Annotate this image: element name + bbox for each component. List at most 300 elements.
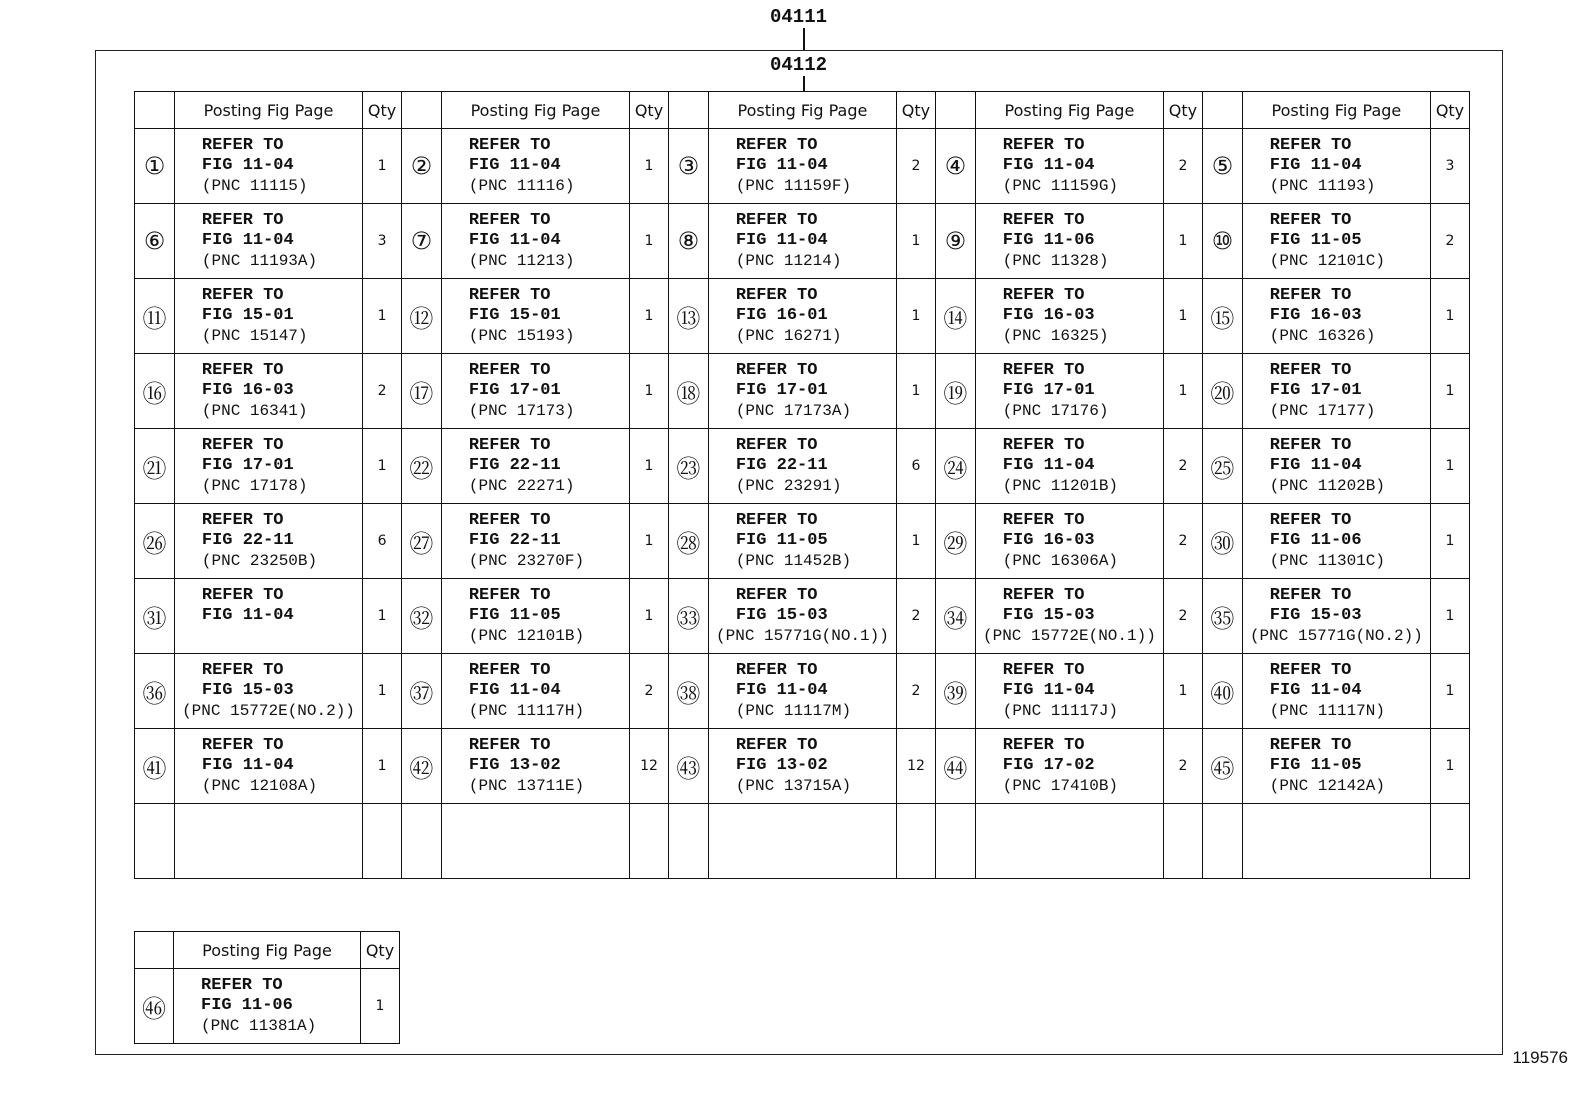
callout-number bbox=[668, 429, 708, 504]
qty-value: 1 bbox=[1430, 429, 1469, 504]
fig-label: FIG 17-01 bbox=[201, 456, 294, 475]
empty-cell bbox=[1242, 804, 1430, 879]
pnc-label: (PNC 11381A) bbox=[201, 1017, 317, 1035]
fig-label: FIG 11-06 bbox=[1269, 531, 1362, 550]
empty-cell bbox=[401, 804, 441, 879]
reference-cell bbox=[174, 279, 362, 354]
index-header bbox=[135, 932, 174, 969]
pnc-label: (PNC 12108A) bbox=[201, 777, 318, 795]
reference-text bbox=[1243, 661, 1430, 721]
callout-number bbox=[401, 354, 441, 429]
empty-row bbox=[135, 804, 1470, 879]
reference-text bbox=[442, 661, 629, 721]
callout-number bbox=[935, 129, 975, 204]
callout-label: ㊴ bbox=[943, 679, 968, 708]
posting-header: Posting Fig Page bbox=[441, 92, 629, 129]
posting-header: Posting Fig Page bbox=[1242, 92, 1430, 129]
qty-value: 12 bbox=[630, 729, 669, 804]
refer-label: REFER TO bbox=[1269, 211, 1352, 230]
reference-text bbox=[175, 136, 362, 196]
pnc-label: (PNC 16271) bbox=[735, 327, 842, 345]
pnc-label: (PNC 17173) bbox=[468, 402, 575, 420]
callout-label: ⑲ bbox=[943, 379, 968, 408]
posting-header: Posting Fig Page bbox=[174, 92, 362, 129]
refer-label: REFER TO bbox=[468, 211, 551, 230]
reference-cell bbox=[708, 579, 896, 654]
posting-header: Posting Fig Page bbox=[975, 92, 1163, 129]
reference-text bbox=[1243, 736, 1430, 796]
reference-text bbox=[976, 361, 1163, 421]
callout-number bbox=[135, 129, 175, 204]
pnc-label: (PNC 11452B) bbox=[735, 552, 852, 570]
reference-cell bbox=[975, 429, 1163, 504]
refer-label: REFER TO bbox=[735, 511, 818, 530]
qty-value: 1 bbox=[363, 279, 402, 354]
callout-label: ㉓ bbox=[676, 454, 701, 483]
refer-label: REFER TO bbox=[201, 976, 283, 995]
pnc-label: (PNC 17176) bbox=[1002, 402, 1109, 420]
reference-text bbox=[709, 211, 896, 271]
qty-value: 1 bbox=[630, 504, 669, 579]
posting-header: Posting Fig Page bbox=[174, 932, 361, 969]
qty-value: 3 bbox=[1430, 129, 1469, 204]
reference-text bbox=[442, 286, 629, 346]
pnc-label: (PNC 12101C) bbox=[1269, 252, 1385, 270]
refer-label: REFER TO bbox=[1002, 436, 1085, 455]
pnc-label: (PNC 23291) bbox=[735, 477, 842, 495]
fig-label: FIG 11-04 bbox=[735, 231, 828, 250]
qty-value: 1 bbox=[363, 654, 402, 729]
reference-text bbox=[976, 736, 1163, 796]
qty-value: 2 bbox=[363, 354, 402, 429]
index-header bbox=[401, 92, 441, 129]
callout-label: ㊱ bbox=[142, 679, 167, 708]
fig-label: FIG 22-11 bbox=[735, 456, 828, 475]
empty-cell bbox=[135, 804, 175, 879]
callout-label: ② bbox=[410, 152, 433, 180]
table-row bbox=[135, 729, 1470, 804]
reference-cell bbox=[174, 429, 362, 504]
callout-label: ㊸ bbox=[676, 754, 701, 783]
index-header bbox=[135, 92, 175, 129]
callout-number bbox=[668, 279, 708, 354]
refer-label: REFER TO bbox=[1002, 136, 1085, 155]
callout-label: ㊻ bbox=[142, 994, 166, 1023]
reference-text bbox=[976, 586, 1163, 646]
qty-value: 1 bbox=[897, 204, 936, 279]
callout-number bbox=[1202, 204, 1242, 279]
qty-value: 1 bbox=[1430, 579, 1469, 654]
table-row bbox=[135, 654, 1470, 729]
refer-label: REFER TO bbox=[1269, 436, 1352, 455]
reference-cell bbox=[1242, 279, 1430, 354]
reference-text bbox=[174, 976, 360, 1036]
callout-number bbox=[401, 129, 441, 204]
qty-value: 1 bbox=[630, 279, 669, 354]
refer-label: REFER TO bbox=[201, 736, 284, 755]
callout-label: ㊶ bbox=[142, 754, 167, 783]
callout-number bbox=[668, 579, 708, 654]
pnc-label: (PNC 17178) bbox=[201, 477, 308, 495]
qty-value: 2 bbox=[1164, 729, 1203, 804]
refer-label: REFER TO bbox=[201, 211, 284, 230]
callout-number bbox=[935, 654, 975, 729]
refer-label: REFER TO bbox=[735, 136, 818, 155]
reference-cell bbox=[174, 729, 362, 804]
qty-value: 1 bbox=[630, 354, 669, 429]
reference-cell bbox=[441, 654, 629, 729]
callout-label: ⑫ bbox=[409, 304, 434, 333]
refer-label: REFER TO bbox=[468, 736, 551, 755]
pnc-label: (PNC 13711E) bbox=[468, 777, 585, 795]
qty-value: 1 bbox=[630, 579, 669, 654]
refer-label: REFER TO bbox=[201, 136, 284, 155]
index-header bbox=[1202, 92, 1242, 129]
callout-label: ⑪ bbox=[142, 304, 167, 333]
callout-label: ㉑ bbox=[142, 454, 167, 483]
pnc-label: (PNC 15147) bbox=[201, 327, 308, 345]
qty-value: 1 bbox=[897, 504, 936, 579]
reference-cell bbox=[708, 429, 896, 504]
empty-cell bbox=[897, 804, 936, 879]
top-part-code: 04111 bbox=[770, 6, 828, 28]
callout-number bbox=[135, 654, 175, 729]
qty-value: 2 bbox=[630, 654, 669, 729]
pnc-label: (PNC 11159G) bbox=[1002, 177, 1119, 195]
table-row bbox=[135, 279, 1470, 354]
reference-text bbox=[175, 661, 362, 721]
fig-label: FIG 11-04 bbox=[201, 231, 294, 250]
callout-label: ㉙ bbox=[943, 529, 968, 558]
callout-number bbox=[935, 204, 975, 279]
fig-label: FIG 22-11 bbox=[201, 531, 294, 550]
reference-text bbox=[442, 211, 629, 271]
reference-cell bbox=[174, 654, 362, 729]
callout-number bbox=[935, 279, 975, 354]
callout-label: ⑬ bbox=[676, 304, 701, 333]
callout-number bbox=[1202, 354, 1242, 429]
pnc-label: (PNC 11214) bbox=[735, 252, 842, 270]
table-row bbox=[135, 204, 1470, 279]
fig-label: FIG 15-03 bbox=[1002, 606, 1095, 625]
fig-label: FIG 11-05 bbox=[1269, 756, 1362, 775]
reference-text bbox=[175, 211, 362, 271]
callout-number bbox=[401, 654, 441, 729]
callout-number bbox=[135, 969, 174, 1044]
fig-label: FIG 11-04 bbox=[735, 156, 828, 175]
fig-label: FIG 16-03 bbox=[1002, 306, 1095, 325]
callout-number bbox=[135, 279, 175, 354]
callout-number bbox=[135, 429, 175, 504]
reference-cell bbox=[174, 579, 362, 654]
callout-label: ③ bbox=[677, 152, 700, 180]
callout-number bbox=[935, 729, 975, 804]
reference-cell bbox=[1242, 429, 1430, 504]
refer-label: REFER TO bbox=[1269, 136, 1352, 155]
pnc-label: (PNC 17177) bbox=[1269, 402, 1376, 420]
pnc-label: (PNC 11115) bbox=[201, 177, 308, 195]
pnc-label: (PNC 11193) bbox=[1269, 177, 1376, 195]
callout-number bbox=[935, 504, 975, 579]
callout-label: ⑨ bbox=[944, 227, 967, 255]
empty-cell bbox=[1430, 804, 1469, 879]
callout-number bbox=[401, 729, 441, 804]
qty-value: 1 bbox=[1164, 204, 1203, 279]
fig-label: FIG 16-03 bbox=[1002, 531, 1095, 550]
refer-label: REFER TO bbox=[735, 661, 818, 680]
pnc-label: (PNC 15193) bbox=[468, 327, 575, 345]
fig-label: FIG 11-05 bbox=[1269, 231, 1362, 250]
qty-header: Qty bbox=[1430, 92, 1469, 129]
empty-cell bbox=[975, 804, 1163, 879]
reference-cell bbox=[1242, 204, 1430, 279]
callout-label: ⑥ bbox=[143, 227, 166, 255]
inner-part-code: 04112 bbox=[770, 54, 828, 76]
qty-value: 1 bbox=[1164, 354, 1203, 429]
callout-label: ㊵ bbox=[1210, 679, 1235, 708]
refer-label: REFER TO bbox=[1002, 736, 1085, 755]
reference-text bbox=[709, 436, 896, 496]
qty-value: 1 bbox=[630, 429, 669, 504]
pnc-label: (PNC 11202B) bbox=[1269, 477, 1385, 495]
reference-cell bbox=[975, 654, 1163, 729]
callout-label: ⑳ bbox=[1210, 379, 1235, 408]
reference-cell bbox=[975, 354, 1163, 429]
pnc-label: (PNC 11201B) bbox=[1002, 477, 1119, 495]
callout-number bbox=[1202, 279, 1242, 354]
callout-label: ⑯ bbox=[142, 379, 167, 408]
qty-value: 1 bbox=[1164, 279, 1203, 354]
qty-value: 1 bbox=[897, 354, 936, 429]
pnc-label: (PNC 11117H) bbox=[468, 702, 585, 720]
reference-cell bbox=[1242, 354, 1430, 429]
refer-label: REFER TO bbox=[468, 586, 551, 605]
reference-text bbox=[976, 661, 1163, 721]
reference-text bbox=[709, 136, 896, 196]
callout-number bbox=[1202, 729, 1242, 804]
reference-text bbox=[442, 136, 629, 196]
reference-cell bbox=[975, 204, 1163, 279]
callout-label: ④ bbox=[944, 152, 967, 180]
callout-label: ⑮ bbox=[1210, 304, 1235, 333]
callout-number bbox=[935, 579, 975, 654]
qty-header: Qty bbox=[1164, 92, 1203, 129]
table-row bbox=[135, 129, 1470, 204]
pnc-label: (PNC 11159F) bbox=[735, 177, 852, 195]
reference-text bbox=[976, 286, 1163, 346]
fig-label: FIG 11-04 bbox=[468, 681, 561, 700]
reference-cell bbox=[975, 729, 1163, 804]
qty-value: 6 bbox=[897, 429, 936, 504]
empty-cell bbox=[1164, 804, 1203, 879]
qty-value: 1 bbox=[363, 579, 402, 654]
fig-label: FIG 16-03 bbox=[1269, 306, 1362, 325]
reference-text bbox=[175, 586, 362, 646]
fig-label: FIG 11-04 bbox=[735, 681, 828, 700]
pnc-label: (PNC 11301C) bbox=[1269, 552, 1385, 570]
pnc-label: (PNC 15771G(NO.2)) bbox=[1249, 627, 1423, 645]
callout-label: ㉖ bbox=[142, 529, 167, 558]
reference-text bbox=[709, 361, 896, 421]
qty-value: 2 bbox=[1430, 204, 1469, 279]
reference-text bbox=[709, 736, 896, 796]
fig-label: FIG 22-11 bbox=[468, 531, 561, 550]
reference-cell bbox=[708, 654, 896, 729]
qty-value: 3 bbox=[363, 204, 402, 279]
pnc-label: (PNC 16326) bbox=[1269, 327, 1376, 345]
leader-line-inner bbox=[803, 76, 805, 92]
callout-number bbox=[401, 504, 441, 579]
refer-label: REFER TO bbox=[468, 286, 551, 305]
refer-label: REFER TO bbox=[1002, 586, 1085, 605]
pnc-label: (PNC 15772E(NO.2)) bbox=[182, 702, 355, 720]
callout-number bbox=[1202, 429, 1242, 504]
reference-cell bbox=[441, 354, 629, 429]
qty-value: 1 bbox=[1164, 654, 1203, 729]
reference-cell bbox=[975, 504, 1163, 579]
fig-label: FIG 11-04 bbox=[201, 756, 294, 775]
callout-number bbox=[1202, 579, 1242, 654]
table-row bbox=[135, 429, 1470, 504]
reference-cell bbox=[708, 129, 896, 204]
figure-number: 119576 bbox=[1512, 1048, 1568, 1067]
callout-label: ㉟ bbox=[1210, 604, 1235, 633]
callout-label: ㉜ bbox=[409, 604, 434, 633]
refer-label: REFER TO bbox=[201, 661, 284, 680]
pnc-label: (PNC 23250B) bbox=[201, 552, 318, 570]
pnc-label: (PNC 12142A) bbox=[1269, 777, 1385, 795]
fig-label: FIG 11-06 bbox=[201, 996, 293, 1015]
qty-value: 2 bbox=[1164, 504, 1203, 579]
callout-label: ㉝ bbox=[676, 604, 701, 633]
callout-label: ㊲ bbox=[409, 679, 434, 708]
fig-label: FIG 15-01 bbox=[468, 306, 561, 325]
qty-value: 2 bbox=[1164, 129, 1203, 204]
callout-number bbox=[668, 204, 708, 279]
fig-label: FIG 13-02 bbox=[735, 756, 828, 775]
qty-value: 2 bbox=[897, 579, 936, 654]
reference-text bbox=[709, 511, 896, 571]
reference-text bbox=[976, 211, 1163, 271]
refer-label: REFER TO bbox=[735, 436, 818, 455]
index-header bbox=[935, 92, 975, 129]
callout-number bbox=[1202, 654, 1242, 729]
callout-label: ㊷ bbox=[409, 754, 434, 783]
pnc-label: (PNC 11328) bbox=[1002, 252, 1109, 270]
refer-label: REFER TO bbox=[1002, 511, 1085, 530]
callout-number bbox=[935, 429, 975, 504]
pnc-label bbox=[202, 626, 362, 646]
pnc-label: (PNC 11117N) bbox=[1269, 702, 1385, 720]
refer-label: REFER TO bbox=[1269, 511, 1352, 530]
reference-text bbox=[1243, 436, 1430, 496]
callout-label: ⑱ bbox=[676, 379, 701, 408]
reference-cell bbox=[975, 129, 1163, 204]
qty-value: 2 bbox=[897, 654, 936, 729]
reference-text bbox=[1243, 361, 1430, 421]
qty-value: 1 bbox=[1430, 279, 1469, 354]
table-row bbox=[135, 969, 400, 1044]
reference-cell bbox=[708, 354, 896, 429]
pnc-label: (PNC 16341) bbox=[201, 402, 308, 420]
callout-label: ⑰ bbox=[409, 379, 434, 408]
fig-label: FIG 17-01 bbox=[1002, 381, 1095, 400]
callout-number bbox=[135, 504, 175, 579]
callout-number bbox=[1202, 129, 1242, 204]
reference-cell bbox=[975, 579, 1163, 654]
refer-label: REFER TO bbox=[735, 736, 818, 755]
fig-label: FIG 11-05 bbox=[735, 531, 828, 550]
pnc-label: (PNC 11116) bbox=[468, 177, 575, 195]
reference-text bbox=[175, 436, 362, 496]
qty-value: 1 bbox=[1430, 729, 1469, 804]
reference-text bbox=[976, 136, 1163, 196]
refer-label: REFER TO bbox=[735, 211, 818, 230]
pnc-label: (PNC 11193A) bbox=[201, 252, 318, 270]
reference-cell bbox=[708, 729, 896, 804]
reference-text bbox=[976, 436, 1163, 496]
reference-cell bbox=[708, 204, 896, 279]
qty-value: 2 bbox=[1164, 429, 1203, 504]
refer-label: REFER TO bbox=[1269, 736, 1352, 755]
qty-value: 1 bbox=[363, 129, 402, 204]
reference-text bbox=[175, 511, 362, 571]
reference-text bbox=[709, 661, 896, 721]
reference-cell bbox=[174, 129, 362, 204]
fig-label: FIG 11-04 bbox=[1002, 681, 1095, 700]
qty-value: 1 bbox=[897, 279, 936, 354]
reference-cell bbox=[441, 129, 629, 204]
fig-label: FIG 15-03 bbox=[735, 606, 828, 625]
pnc-label: (PNC 17410B) bbox=[1002, 777, 1119, 795]
reference-cell bbox=[708, 504, 896, 579]
pnc-label: (PNC 11117J) bbox=[1002, 702, 1119, 720]
reference-cell bbox=[441, 504, 629, 579]
posting-header: Posting Fig Page bbox=[708, 92, 896, 129]
reference-text bbox=[1243, 211, 1430, 271]
callout-label: ㉚ bbox=[1210, 529, 1235, 558]
callout-number bbox=[668, 654, 708, 729]
pnc-label: (PNC 15772E(NO.1)) bbox=[982, 627, 1156, 645]
empty-cell bbox=[363, 804, 402, 879]
refer-label: REFER TO bbox=[1269, 361, 1352, 380]
refer-label: REFER TO bbox=[201, 361, 284, 380]
callout-label: ⑭ bbox=[943, 304, 968, 333]
reference-cell bbox=[1242, 129, 1430, 204]
index-header bbox=[668, 92, 708, 129]
table-row bbox=[135, 354, 1470, 429]
callout-label: ㉛ bbox=[142, 604, 167, 633]
empty-cell bbox=[630, 804, 669, 879]
reference-cell bbox=[1242, 579, 1430, 654]
fig-label: FIG 16-01 bbox=[735, 306, 828, 325]
fig-label: FIG 11-05 bbox=[468, 606, 561, 625]
refer-label: REFER TO bbox=[735, 286, 818, 305]
callout-label: ⑩ bbox=[1211, 227, 1234, 255]
qty-value: 1 bbox=[363, 729, 402, 804]
callout-label: ① bbox=[143, 152, 166, 180]
reference-text bbox=[1243, 586, 1430, 646]
qty-value: 1 bbox=[361, 969, 400, 1044]
callout-label: ⑦ bbox=[410, 227, 433, 255]
fig-label: FIG 11-06 bbox=[1002, 231, 1095, 250]
callout-label: ㊺ bbox=[1210, 754, 1235, 783]
refer-label: REFER TO bbox=[1269, 586, 1352, 605]
table-row bbox=[135, 579, 1470, 654]
leader-line-top bbox=[803, 28, 805, 50]
fig-label: FIG 15-01 bbox=[201, 306, 294, 325]
qty-header: Qty bbox=[363, 92, 402, 129]
